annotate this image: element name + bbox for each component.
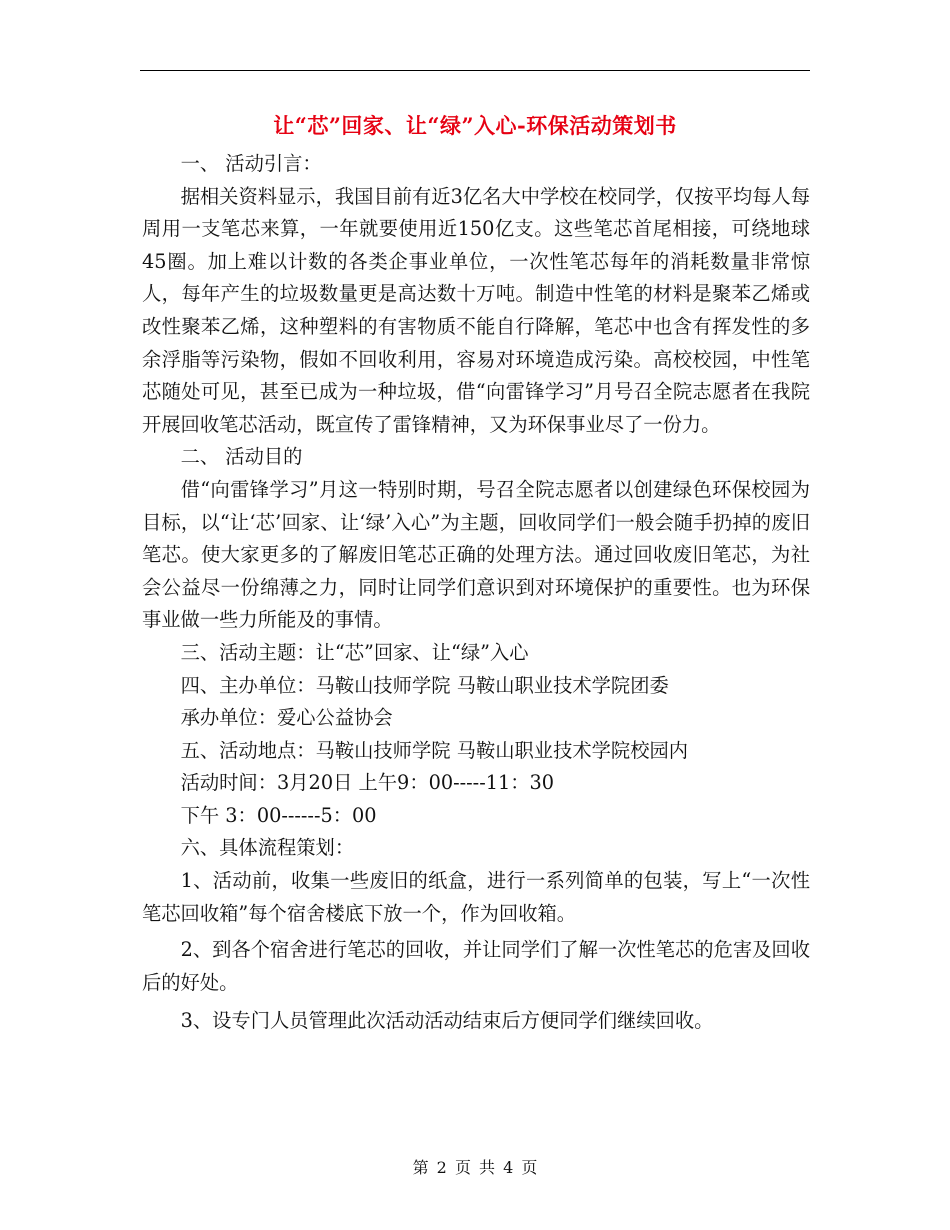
- section1-heading: 一、 活动引言：: [180, 152, 322, 175]
- step-3: 3、设专门人员管理此次活动活动结束后方便同学们继续回收。: [180, 1009, 714, 1033]
- time-line-morning: 活动时间：3月20日 上午9：00-----11：30: [180, 771, 555, 795]
- step-2: 2、到各个宿舍进行笔芯的回收，并让同学们了解一次性笔芯的危害及回收后的好处。: [142, 938, 810, 994]
- section2-paragraph: 借“向雷锋学习”月这一特别时期，号召全院志愿者以创建绿色环保校园为目标，以“让‘芯’回家、让‘绿’入心”为主题，回收同学们一般会随手扔掉的废旧笔芯。使大家更多的了解废旧笔芯正确的处理方法。通过回收废旧笔芯，为社会公益尽一份绵薄之力，同时让同学们意识到对环境保护的重要性。也为环保事业做一些力所能及的事情。: [142, 477, 810, 632]
- section1-paragraph: 据相关资料显示，我国目前有近3亿名大中学校在校同学，仅按平均每人每周用一支笔芯来算，一年就要使用近150亿支。这些笔芯首尾相接，可绕地球45圈。加上难以计数的各类企事业单位，一次性笔芯每年的消耗数量非常惊人，每年产生的垃圾数量更是高达数十万吨。制造中性笔的材料是聚苯乙烯或改性聚苯乙烯，这种塑料的有害物质不能自行降解，笔芯中也含有挥发性的多余浮脂等污染物，假如不回收利用，容易对环境造成污染。高校校园，中性笔芯随处可见，甚至已成为一种垃圾，借“向雷锋学习”月号召全院志愿者在我院开展回收笔芯活动，既宣传了雷锋精神，又为环保事业尽了一份力。: [142, 184, 810, 436]
- time-line-afternoon: 下午 3：00------5：00: [180, 803, 377, 827]
- document-body: [142, 148, 810, 1038]
- header-rule: [140, 70, 810, 71]
- section4-host: 四、主办单位：马鞍山技师学院 马鞍山职业技术学院团委: [180, 673, 669, 697]
- section5-location: 五、活动地点：马鞍山技师学院 马鞍山职业技术学院校园内: [180, 738, 689, 762]
- section6-heading: 六、具体流程策划：: [180, 836, 355, 860]
- step-1: 1、活动前，收集一些废旧的纸盒，进行一系列简单的包装，写上“一次性笔芯回收箱”每个宿舍楼底下放一个，作为回收箱。: [142, 869, 810, 925]
- section2-heading: 二、 活动目的: [180, 445, 303, 469]
- organizer-line: 承办单位：爱心公益协会: [180, 706, 393, 730]
- page-number: 第 2 页 共 4 页: [412, 1158, 538, 1177]
- document-title: 让“芯”回家、让“绿”入心-环保活动策划书: [273, 113, 677, 138]
- section3-theme: 三、活动主题：让“芯”回家、让“绿”入心: [180, 640, 529, 664]
